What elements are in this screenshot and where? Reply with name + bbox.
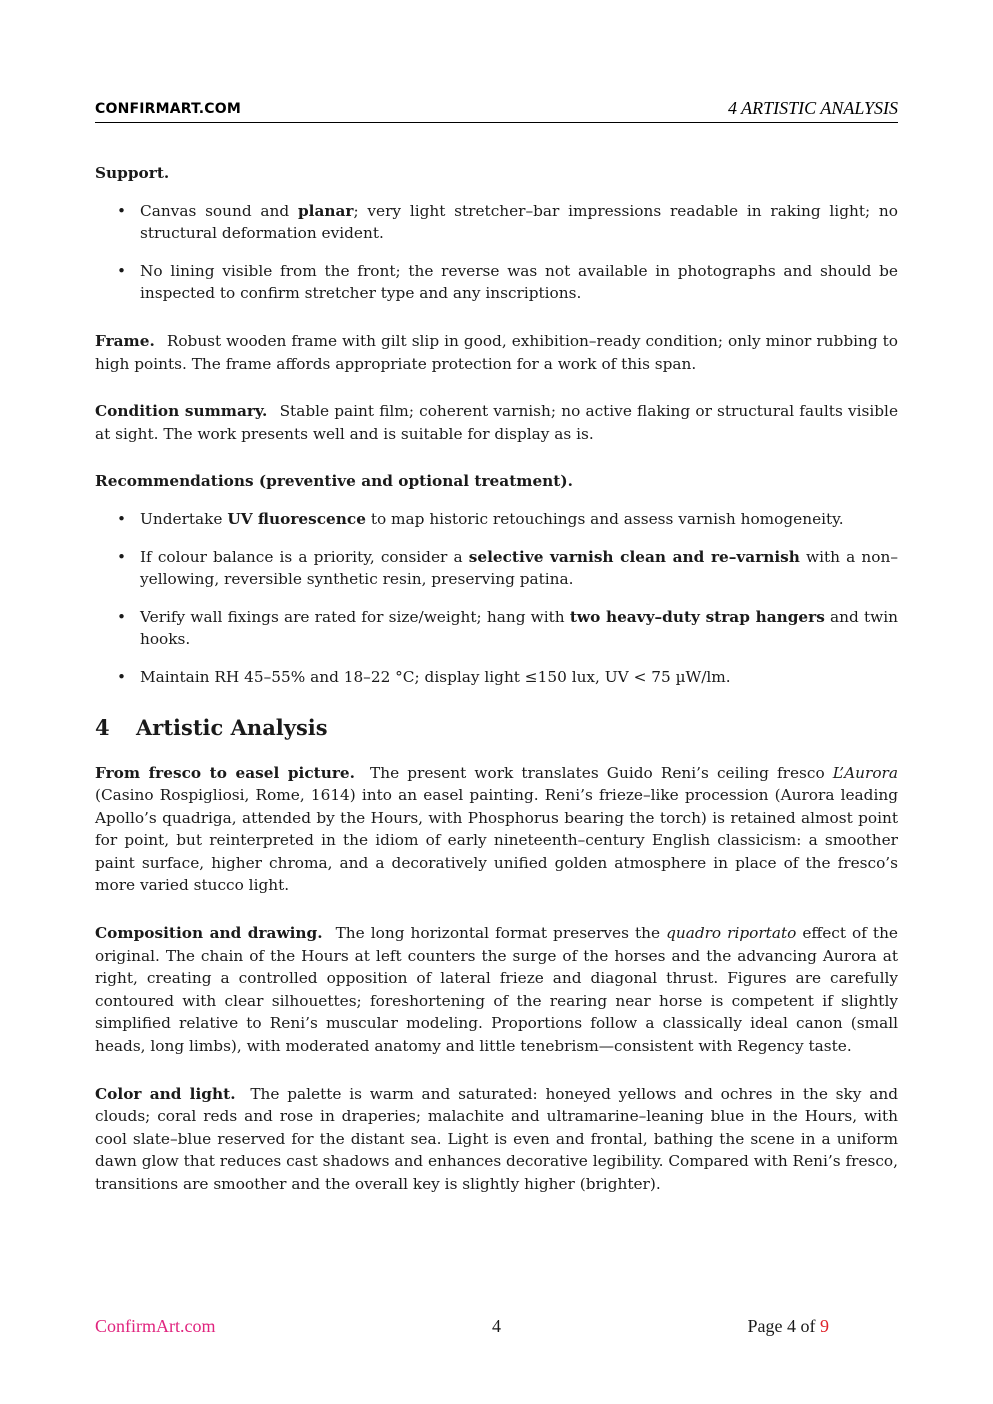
bullet: • bbox=[117, 201, 127, 220]
total-pages-link[interactable]: 9 bbox=[820, 1316, 829, 1336]
section-title: Artistic Analysis bbox=[136, 714, 328, 740]
bullet: • bbox=[117, 607, 127, 626]
support-heading: Support. bbox=[95, 164, 170, 182]
recommendations-heading: Recommendations (preventive and optional treatment). bbox=[95, 472, 573, 491]
footer-page-count: Page 4 of 9 bbox=[747, 1316, 829, 1336]
list-item: • Verify wall fixings are rated for size/weight; hang with two heavy–duty strap hangers and twin hooks. bbox=[117, 607, 898, 649]
fresco-heading: From fresco to easel picture. bbox=[95, 763, 355, 782]
fresco-paragraph: From fresco to easel picture. The present work translates Guido Reni’s ceiling fresco L’Aurora (Casino Rospigliosi, Rome, 1614) into an easel painting. Reni’s frieze–like procession (Aurora leading Apollo’s quadriga, attended by the Hours, with Phosphorus bearing the torch) is retained almost point for point, but reinterpreted in the idiom of early nineteenth–century English classicism: a smoother paint surface, higher chroma, and a decoratively unified golden atmosphere in place of the fresco’s more varied stucco light. bbox=[95, 763, 898, 895]
list-item: • Maintain RH 45–55% and 18–22 °C; display light ≤150 lux, UV < 75 µW/lm. bbox=[95, 666, 898, 689]
header-brand: CONFIRMART.COM bbox=[95, 101, 242, 117]
color-heading: Color and light. bbox=[95, 1084, 236, 1103]
color-paragraph: Color and light. The palette is warm and saturated: honeyed yellows and ochres in the sky and clouds; coral reds and rose in draperies; malachite and ultramarine–leaning blue in the Hours, with cool slate–blue reserved for the distant sea. Light is even and frontal, bathing the scene in a uniform dawn glow that reduces cast shadows and enhances decorative legibility. Compared with Reni’s fresco, transitions are smoother and the overall key is slightly higher (brighter). bbox=[95, 1084, 898, 1193]
list-item: • Undertake UV fluorescence to map historic retouchings and assess varnish homogeneity. bbox=[95, 508, 898, 531]
list-item: • Canvas sound and planar; very light stretcher–bar impressions readable in raking light; no structural deformation evident. bbox=[117, 201, 898, 243]
page-header bbox=[95, 98, 898, 123]
frame-heading: Frame. bbox=[95, 331, 155, 350]
frame-paragraph: Frame. Robust wooden frame with gilt slip in good, exhibition–ready condition; only minor rubbing to high points. The frame affords appropriate protection for a work of this span. bbox=[95, 331, 898, 373]
list-item: • If colour balance is a priority, consider a selective varnish clean and re–varnish with a non–yellowing, reversible synthetic resin, preserving patina. bbox=[117, 547, 898, 589]
bullet: • bbox=[117, 547, 127, 566]
bullet: • bbox=[117, 667, 127, 686]
footer-page-number: 4 bbox=[492, 1316, 501, 1336]
composition-heading: Composition and drawing. bbox=[95, 924, 323, 943]
running-title: 4 ARTISTIC ANALYSIS bbox=[727, 98, 898, 118]
support-list bbox=[95, 200, 898, 305]
page-footer bbox=[95, 1316, 898, 1338]
section-number: 4 bbox=[95, 714, 110, 740]
footer-site-link[interactable]: ConfirmArt.com bbox=[95, 1316, 216, 1336]
condition-heading: Condition summary. bbox=[95, 402, 268, 421]
list-item: • No lining visible from the front; the reverse was not available in photographs and should be inspected to confirm stretcher type and any inscriptions. bbox=[117, 261, 898, 303]
bullet: • bbox=[117, 509, 127, 528]
section-heading bbox=[95, 714, 898, 742]
recommendations-list bbox=[95, 508, 898, 689]
bullet: • bbox=[117, 261, 127, 280]
page-body bbox=[95, 162, 898, 1221]
condition-paragraph: Condition summary. Stable paint film; coherent varnish; no active flaking or structural faults visible at sight. The work presents well and is suitable for display as is. bbox=[95, 402, 898, 443]
composition-paragraph: Composition and drawing. The long horizontal format preserves the quadro riportato effect of the original. The chain of the Hours at left counters the surge of the horses and the advancing Aurora at right, creating a controlled opposition of lateral frieze and diagonal thrust. Figures are carefully contoured with clear silhouettes; foreshortening of the rearing near horse is competent if slightly simplified relative to Reni’s muscular modeling. Proportions follow a classically ideal canon (small heads, long limbs), with moderated anatomy and little tenebrism—consistent with Regency taste. bbox=[95, 924, 898, 1056]
